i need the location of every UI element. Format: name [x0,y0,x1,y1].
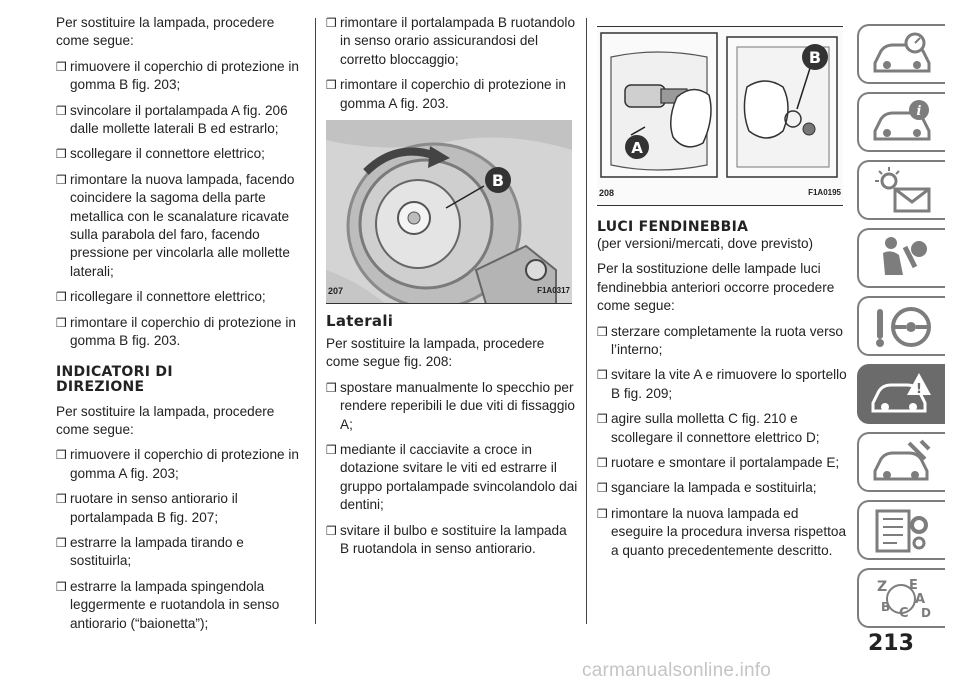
tab-technical-data[interactable] [857,500,945,560]
list-item-text: ruotare in senso antiorario il portalampada B fig. 207; [70,491,238,525]
column-2 [326,14,578,566]
bullet-box-icon: ❒ [56,59,67,74]
car-maintenance-icon [869,437,935,487]
airbag-passenger-icon [869,233,935,283]
lights-mail-icon [869,165,935,215]
bullet-box-icon: ❒ [56,315,67,330]
tab-airbag[interactable] [857,228,945,288]
figure-code: F1A0195 [808,187,841,197]
bullet-box-icon: ❒ [56,172,67,187]
list-item [56,288,304,306]
list-item [56,58,304,95]
bullet-box-icon: ❒ [56,535,67,550]
bullet-box-icon: ❒ [326,78,337,93]
list-item [326,522,578,559]
figure-208 [597,26,843,206]
page-number: 213 [868,631,914,656]
list-item-text: estrarre la lampada spingendola leggermente e ruotandola in senso antiorario (“baionetta”); [70,578,280,631]
bullet-box-icon: ❒ [56,579,67,594]
list-item-text: sganciare la lampada e sostituirla; [611,480,817,496]
bullet-box-icon: ❒ [597,368,608,383]
column-1 [56,14,304,640]
intro-paragraph-3: Per sostituire la lampada, procedere come segue fig. 208: [326,336,545,370]
column-divider [586,18,587,624]
bullet-box-icon: ❒ [326,380,337,395]
step-list-2 [56,446,304,633]
tab-steering[interactable] [857,296,945,356]
tab-alphabetical-index[interactable] [857,568,945,628]
step-list-3 [326,14,578,113]
figure-207 [326,120,572,304]
callout-b-label: B [808,48,822,67]
svg-text:C: C [899,606,909,621]
bullet-box-icon: ❒ [326,443,337,458]
chapter-tabs-sidebar [857,24,945,636]
bullet-box-icon: ❒ [597,481,608,496]
bullet-box-icon: ❒ [326,523,337,538]
list-item [597,410,847,447]
list-item-text: ruotare e smontare il portalampade E; [611,455,840,471]
car-emergency-icon [869,369,935,419]
side-repeater-illustration [597,27,843,206]
column-3 [597,14,847,567]
step-list-5 [597,323,847,560]
svg-text:D: D [921,606,931,620]
list-item [326,441,578,515]
watermark: carmanualsonline.info [582,660,772,681]
section-heading-indicatori: INDICATORI DI DIREZIONE [56,363,173,395]
steering-wheel-icon [869,301,935,351]
headlamp-illustration [326,120,572,304]
list-item [597,454,847,472]
list-item [56,578,304,633]
list-item-text: svitare il bulbo e sostituire la lampada B ruotandola in senso antiorario. [340,522,567,557]
svg-text:E: E [909,578,918,593]
bullet-box-icon: ❒ [56,147,67,162]
tab-car-maintenance[interactable] [857,432,945,492]
list-item [56,145,304,163]
figure-number: 207 [328,285,344,296]
bullet-box-icon: ❒ [597,456,608,471]
list-item [326,379,578,434]
list-item [56,534,304,571]
list-item [597,366,847,403]
list-item-text: scollegare il connettore elettrico; [70,146,265,162]
tab-car-dashboard[interactable] [857,24,945,84]
intro-paragraph: Per sostituire la lampada, procedere come segue: [56,15,275,49]
list-item-text: rimontare il portalampada B ruotandolo in senso orario assicurandosi del corretto bloccaggio; [340,15,576,67]
list-item-text: mediante il cacciavite a croce in dotazione svitare le viti ed estrarre il gruppo portalampade svincolandolo dai dentini; [340,442,578,513]
list-item [56,446,304,483]
figure-number: 208 [599,187,615,198]
list-item-text: rimuovere il coperchio di protezione in gomma B fig. 203; [70,58,299,93]
bullet-box-icon: ❒ [56,103,67,118]
bullet-box-icon: ❒ [597,324,608,339]
list-item [597,505,847,560]
svg-text:A: A [915,592,926,607]
list-item [597,323,847,360]
list-item [597,479,847,497]
list-item-text: spostare manualmente lo specchio per rendere reperibili le due viti di fissaggio A; [340,379,575,432]
svg-text:B: B [881,600,891,614]
technical-data-icon [869,505,935,555]
step-list-4 [326,379,578,559]
list-item [56,490,304,527]
tab-lights-mail[interactable] [857,160,945,220]
figure-code: F1A0317 [537,285,570,295]
section-heading-fendinebbia: LUCI FENDINEBBIA [597,219,749,235]
list-item [326,14,578,69]
list-item [56,102,304,139]
list-item-text: sterzare completamente la ruota verso l’interno; [611,323,843,358]
tab-car-info[interactable] [857,92,945,152]
section-subheading: (per versioni/mercati, dove previsto) [597,236,814,251]
alphabetical-index-icon [869,573,935,623]
svg-text:!: ! [916,382,922,397]
callout-a-label: A [631,139,643,157]
bullet-box-icon: ❒ [56,448,67,463]
list-item-text: rimontare la nuova lampada, facendo coincidere la sagoma della parte metallica con le scanalature ricavate sulla parabola del faro, facendo pressione per vincolarla alle mollette laterali; [70,171,295,279]
list-item-text: agire sulla molletta C fig. 210 e scollegare il connettore elettrico D; [611,411,820,445]
list-item [56,171,304,281]
list-item [56,314,304,351]
column-divider [315,18,316,624]
list-item [326,76,578,113]
bullet-box-icon: ❒ [326,16,337,30]
list-item-text: rimuovere il coperchio di protezione in gomma A fig. 203; [70,447,299,481]
list-item-text: rimontare il coperchio di protezione in gomma A fig. 203. [340,77,566,111]
bullet-box-icon: ❒ [597,412,608,427]
section-heading-laterali: Laterali [326,312,394,331]
step-list-1 [56,58,304,351]
car-info-icon [869,97,935,147]
list-item-text: ricollegare il connettore elettrico; [70,289,266,305]
list-item-text: svitare la vite A e rimuovere lo sportello B fig. 209; [611,367,847,401]
callout-b-label: B [491,171,505,191]
car-dashboard-icon [869,29,935,79]
intro-paragraph-2: Per sostituire la lampada, procedere come segue: [56,403,275,437]
bullet-box-icon: ❒ [597,506,608,521]
intro-paragraph-4: Per la sostituzione delle lampade luci fendinebbia anteriori occorre procedere come segue: [597,261,835,314]
tab-car-emergency[interactable] [857,364,945,424]
svg-text:i: i [916,104,922,119]
bullet-box-icon: ❒ [56,290,67,305]
list-item-text: svincolare il portalampada A fig. 206 dalle mollette laterali B ed estrarlo; [70,102,288,137]
list-item-text: rimontare il coperchio di protezione in gomma B fig. 203. [70,314,296,349]
svg-text:Z: Z [877,579,888,595]
list-item-text: estrarre la lampada tirando e sostituirla; [70,534,244,569]
bullet-box-icon: ❒ [56,492,67,507]
list-item-text: rimontare la nuova lampada ed eseguire la procedura inversa rispettoa a quanto precedentemente descritto. [611,505,847,558]
